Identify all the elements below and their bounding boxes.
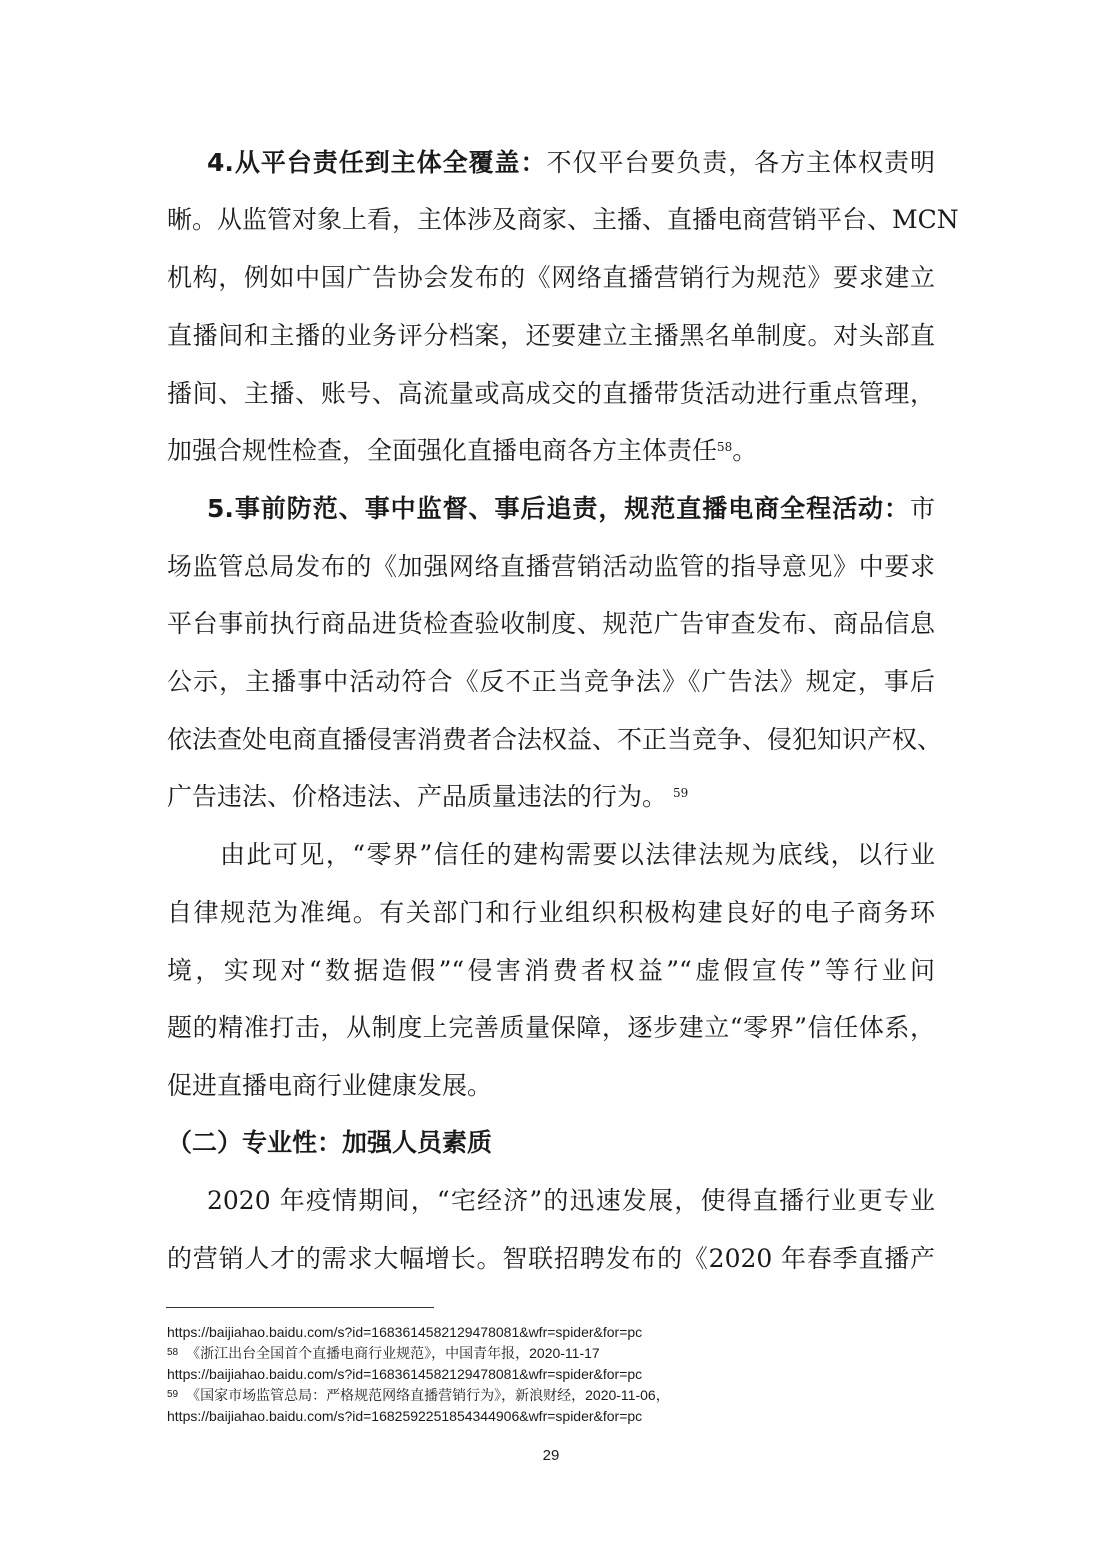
paragraph-5-heading: 5.事前防范、事中监督、事后追责，规范直播电商全程活动： <box>207 494 910 523</box>
footnote-58 <box>167 1344 600 1362</box>
footnote-number: 58 <box>167 1347 179 1358</box>
paragraph-4-text-end: 加强合规性检查，全面强化直播电商各方主体责任 <box>167 436 718 465</box>
footnote-number: 59 <box>167 1389 179 1400</box>
footnote-ref-58[interactable]: 58 <box>717 440 733 454</box>
paragraph-5-text: 市 <box>909 494 935 523</box>
summary-line-2: 自律规范为准绳。有关部门和行业组织积极构建良好的电子商务环 <box>167 898 935 927</box>
paragraph-4-line-3: 机构，例如中国广告协会发布的《网络直播营销行为规范》要求建立 <box>167 263 935 292</box>
footnote-separator <box>166 1307 434 1308</box>
section-heading: （二）专业性：加强人员素质 <box>167 1128 493 1157</box>
footnote-url-3[interactable] <box>167 1407 642 1425</box>
paragraph-5-line-2: 场监管总局发布的《加强网络直播营销活动监管的指导意见》中要求 <box>167 552 935 581</box>
paragraph-4-heading: 4.从平台责任到主体全覆盖： <box>207 148 547 177</box>
paragraph-5-line-4: 公示，主播事中活动符合《反不正当竞争法》《广告法》规定，事后 <box>167 667 935 696</box>
paragraph-2020-line-2: 的营销人才的需求大幅增长。智联招聘发布的《2020 年春季直播产 <box>167 1244 935 1273</box>
paragraph-5-text-end: 广告违法、价格违法、产品质量违法的行为。 <box>167 782 668 811</box>
footnote-text: 《国家市场监管总局：严格规范网络直播营销行为》，新浪财经，2020-11-06， <box>186 1387 670 1403</box>
footnote-ref-59[interactable]: 59 <box>673 786 689 800</box>
paragraph-5-line-5: 依法查处电商直播侵害消费者合法权益、不正当竞争、侵犯知识产权、 <box>167 725 943 754</box>
paragraph-4-line-4: 直播间和主播的业务评分档案，还要建立主播黑名单制度。对头部直 <box>167 321 935 350</box>
paragraph-4-text: 不仅平台要负责，各方主体权责明 <box>546 148 935 177</box>
paragraph-5-line-1 <box>207 494 935 524</box>
paragraph-4-line-2: 晰。从监管对象上看，主体涉及商家、主播、直播电商营销平台、MCN <box>167 205 959 234</box>
paragraph-5-line-6 <box>167 782 935 812</box>
footnote-url-2[interactable] <box>167 1365 642 1383</box>
paragraph-4-line-6 <box>167 436 935 466</box>
summary-line-5: 促进直播电商行业健康发展。 <box>167 1071 493 1100</box>
footnote-link-text[interactable]: https://baijiahao.baidu.com/s?id=1682592251854344906&wfr=spider&for=pc <box>167 1408 643 1424</box>
footnote-59 <box>167 1386 670 1404</box>
page-number: 29 <box>542 1447 560 1464</box>
footnote-link-text[interactable]: https://baijiahao.baidu.com/s?id=1683614582129478081&wfr=spider&for=pc <box>167 1324 643 1340</box>
footnote-text: 《浙江出台全国首个直播电商行业规范》，中国青年报，2020-11-17 <box>186 1345 600 1361</box>
paragraph-5-line-3: 平台事前执行商品进货检查验收制度、规范广告审查发布、商品信息 <box>167 609 935 638</box>
summary-line-1: 由此可见，“零界”信任的建构需要以法律法规为底线，以行业 <box>220 840 935 869</box>
footnote-url-1[interactable] <box>167 1323 642 1341</box>
paragraph-4-tail: 。 <box>732 436 758 465</box>
summary-line-3: 境，实现对“数据造假”“侵害消费者权益”“虚假宣传”等行业问 <box>167 956 935 985</box>
paragraph-4-line-1 <box>207 148 935 178</box>
paragraph-2020-line-1: 2020 年疫情期间，“宅经济”的迅速发展，使得直播行业更专业 <box>207 1186 935 1215</box>
summary-line-4: 题的精准打击，从制度上完善质量保障，逐步建立“零界”信任体系， <box>167 1013 935 1042</box>
footnote-link-text[interactable]: https://baijiahao.baidu.com/s?id=1683614582129478081&wfr=spider&for=pc <box>167 1366 643 1382</box>
paragraph-4-line-5: 播间、主播、账号、高流量或高成交的直播带货活动进行重点管理， <box>167 379 935 408</box>
